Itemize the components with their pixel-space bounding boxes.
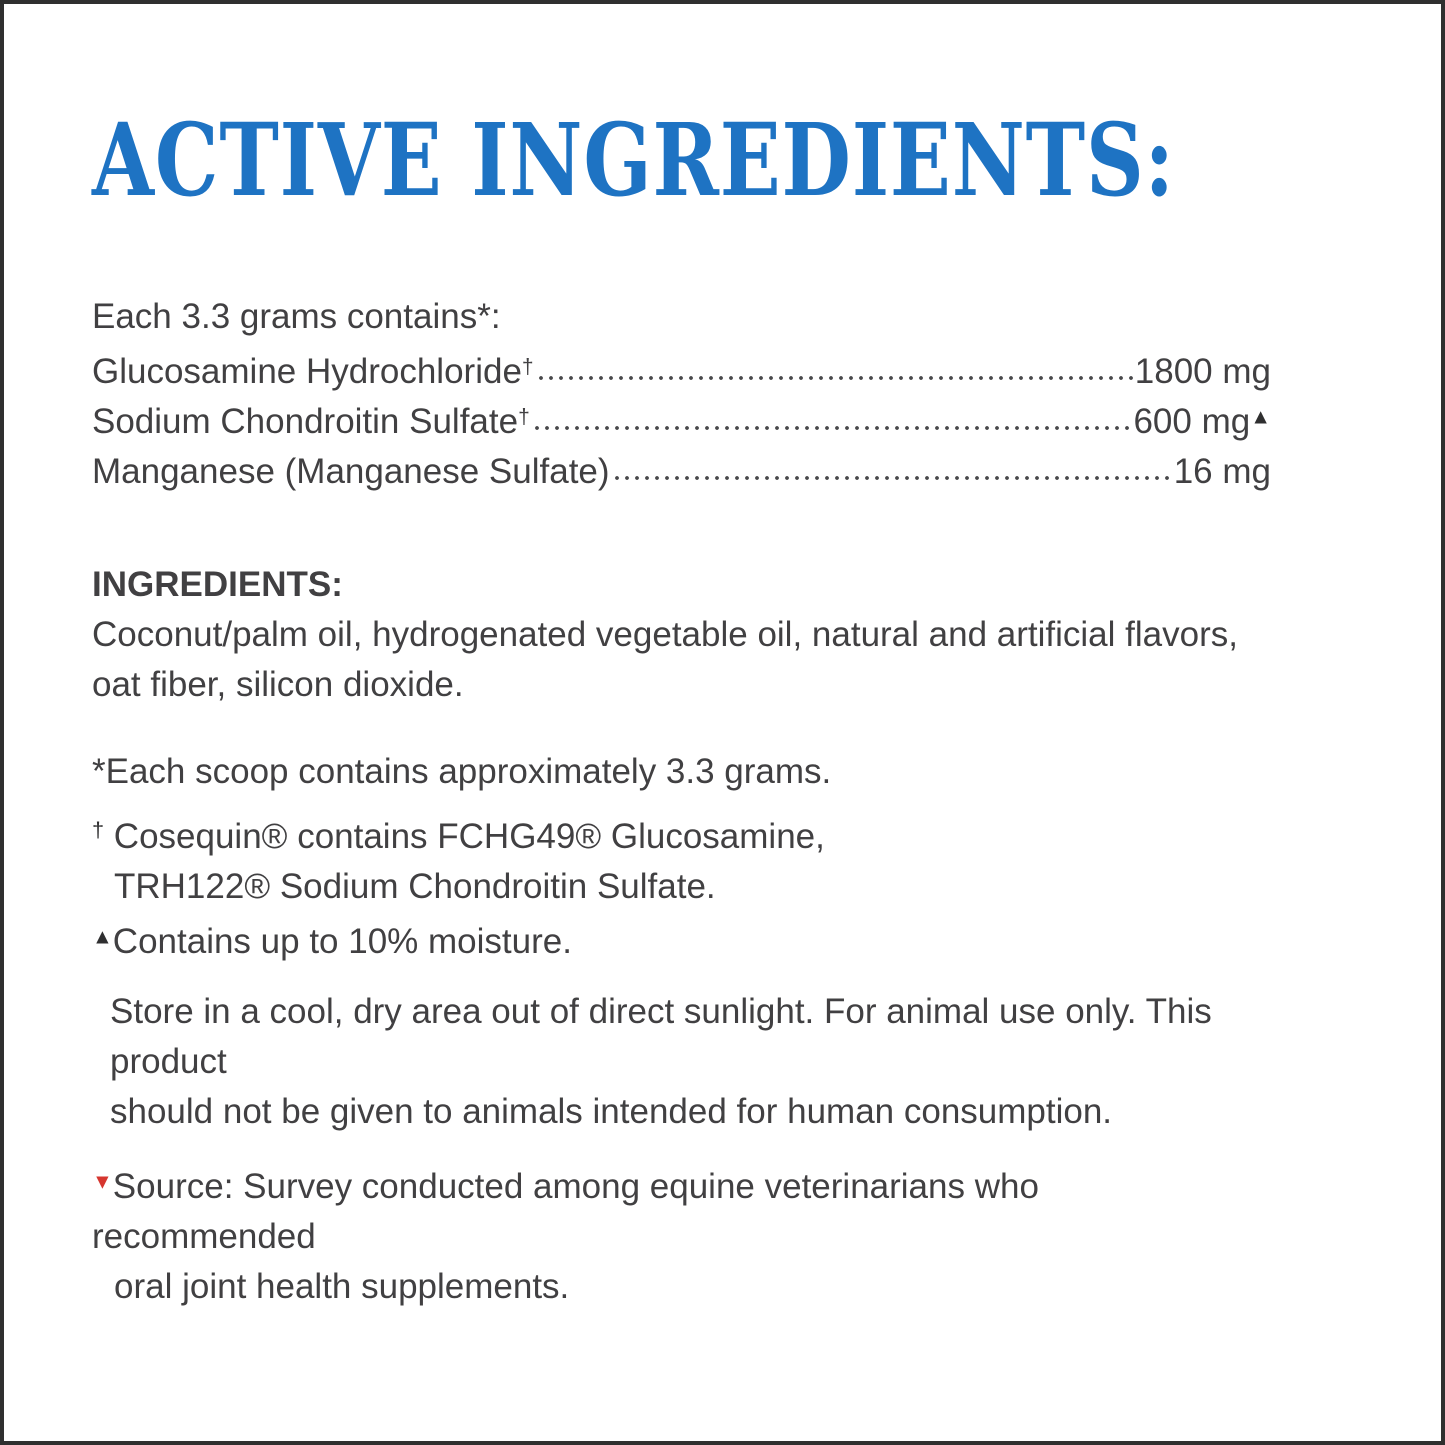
dot-leader — [536, 347, 1133, 397]
footnote-dagger — [92, 812, 1271, 912]
source-note-line: ▼Source: Survey conducted among equine veterinarians who recommended — [92, 1167, 1039, 1256]
ingredient-name: Sodium Chondroitin Sulfate† — [92, 402, 530, 441]
storage-note — [92, 987, 1271, 1137]
ingredients-text — [92, 610, 1271, 710]
storage-note-line: Store in a cool, dry area out of direct sunlight. For animal use only. This product — [110, 992, 1212, 1081]
page-title: ACTIVE INGREDIENTS: — [92, 101, 1175, 219]
label-content — [4, 101, 1441, 1312]
ingredient-name: Glucosamine Hydrochloride† — [92, 352, 534, 391]
ingredients-heading: INGREDIENTS: — [92, 565, 343, 604]
ingredient-name: Manganese (Manganese Sulfate) — [92, 452, 610, 491]
ingredient-row — [92, 447, 1271, 497]
triangle-down-icon: ▼ — [92, 1170, 113, 1194]
source-note — [92, 1162, 1271, 1312]
dot-leader — [532, 397, 1132, 447]
footnote-scoop: *Each scoop contains approximately 3.3 grams. — [92, 752, 832, 791]
ingredient-amount: 600 mg▲ — [1133, 402, 1271, 441]
triangle-up-icon: ▲ — [1250, 405, 1271, 429]
footnote-moisture: ▲Contains up to 10% moisture. — [92, 922, 572, 961]
actives-intro: Each 3.3 grams contains*: — [92, 297, 501, 336]
actives-table — [92, 347, 1271, 497]
ingredients-text-line: oat fiber, silicon dioxide. — [92, 665, 464, 704]
footnote-dagger-line: TRH122® Sodium Chondroitin Sulfate. — [114, 867, 716, 906]
source-note-line: oral joint health supplements. — [114, 1267, 570, 1306]
dagger-icon: † — [92, 817, 105, 843]
triangle-up-icon: ▲ — [92, 925, 113, 949]
storage-note-line: should not be given to animals intended for human consumption. — [110, 1092, 1113, 1131]
dagger-superscript: † — [518, 405, 530, 429]
ingredient-amount: 16 mg — [1173, 452, 1271, 491]
footnote-dagger-line: † Cosequin® contains FCHG49® Glucosamine, — [92, 817, 825, 856]
ingredient-row — [92, 347, 1271, 397]
ingredient-row — [92, 397, 1271, 447]
ingredients-text-line: Coconut/palm oil, hydrogenated vegetable oil, natural and artificial flavors, — [92, 615, 1238, 654]
ingredient-amount: 1800 mg — [1134, 352, 1271, 391]
dot-leader — [612, 447, 1172, 497]
dagger-superscript: † — [521, 355, 534, 379]
